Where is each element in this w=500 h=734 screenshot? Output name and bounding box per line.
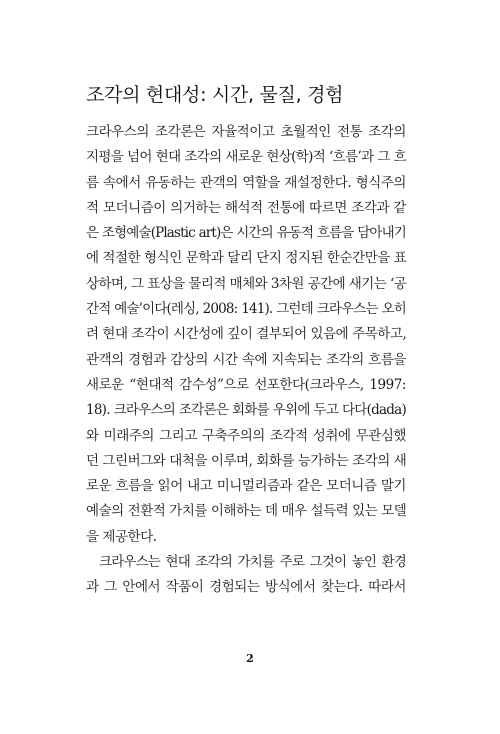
text-line: 던 그린버그와 대척을 이루며, 회화를 능가하는 조각의 새 [86, 452, 407, 469]
text-line: 로운 흐름을 읽어 내고 미니멀리즘과 같은 모더니즘 말기 [86, 478, 406, 495]
text-line: 간적 예술’이다(레싱, 2008: 141). 그런데 크라우스는 오히 [86, 301, 406, 318]
text-line: 상하며, 그 표상을 물리적 매체와 3차원 공간에 새기는 ‘공 [86, 275, 407, 292]
paragraph-2 [86, 550, 406, 601]
text-line: 18). 크라우스의 조각론은 회화를 우위에 두고 다다(dada) [86, 402, 406, 419]
text-line: 크라우스의 조각론은 자율적이고 초월적인 전통 조각의 [86, 124, 406, 140]
text-line: 와 미래주의 그리고 구축주의의 조각적 성취에 무관심했 [86, 427, 406, 444]
paragraph-1 [86, 120, 406, 550]
text-line: 적 모더니즘이 의거하는 해석적 전통에 따르면 조각과 같 [86, 199, 406, 216]
section-heading: 조각의 현대성: 시간, 물질, 경험 [86, 84, 344, 106]
text-line: 관객의 경험과 감상의 시간 속에 지속되는 조각의 흐름을 [86, 351, 406, 368]
page-number: 2 [246, 652, 254, 665]
text-line: 예술의 전환적 가치를 이해하는 데 매우 설득력 있는 모델 [86, 503, 407, 520]
text-line: 새로운 “현대적 감수성”으로 선포한다(크라우스, 1997: [86, 376, 406, 393]
text-line: 지평을 넘어 현대 조각의 새로운 현상(학)적 ‘흐름’과 그 흐 [86, 149, 406, 166]
text-line: 름 속에서 유동하는 관객의 역할을 재설정한다. 형식주의 [86, 174, 406, 191]
text-line: 에 적절한 형식인 문학과 달리 단지 정지된 한순간만을 표 [86, 250, 407, 267]
body-text [86, 120, 406, 601]
text-line: 려 현대 조각이 시간성에 깊이 결부되어 있음에 주목하고, [86, 326, 407, 343]
text-line: 은 조형예술(Plastic art)은 시간의 유동적 흐름을 담아내기 [86, 225, 406, 242]
text-line: 과 그 안에서 작품이 경험되는 방식에서 찾는다. 따라서 [86, 579, 406, 596]
text-line: 을 제공한다. [86, 528, 157, 545]
text-line: 크라우스는 현대 조각의 가치를 주로 그것이 놓인 환경 [99, 554, 406, 571]
